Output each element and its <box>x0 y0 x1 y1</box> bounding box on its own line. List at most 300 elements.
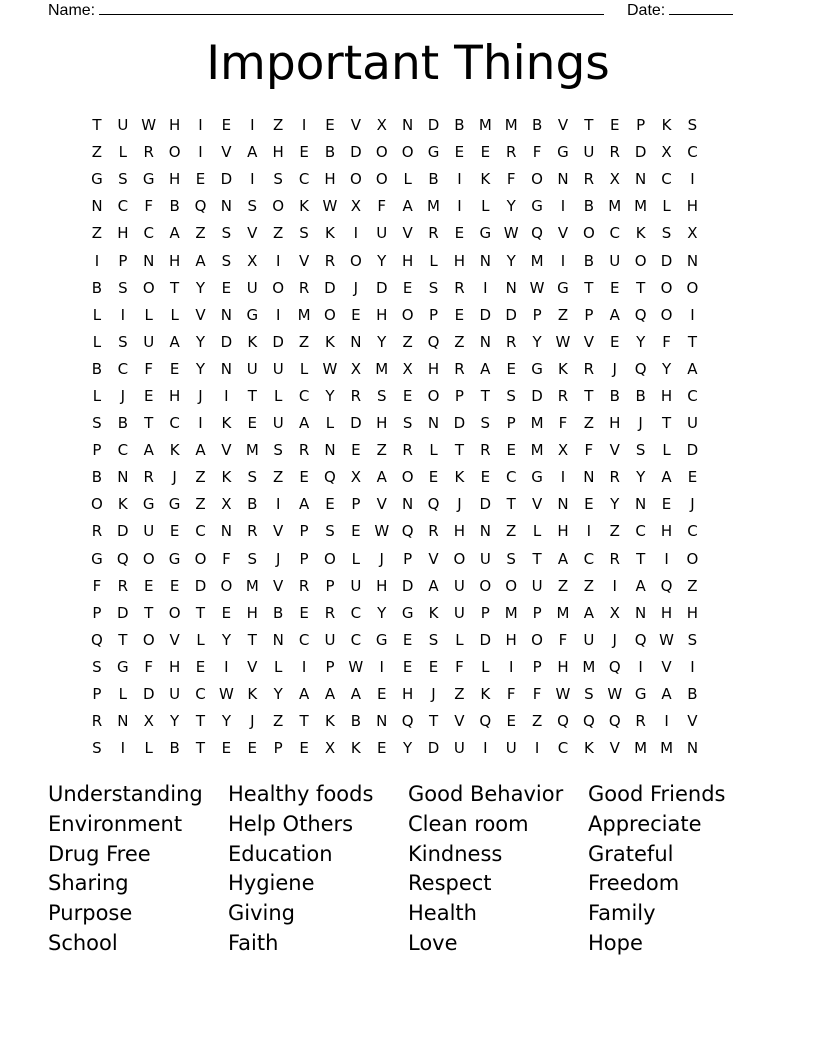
grid-letter[interactable]: P <box>429 305 439 324</box>
grid-letter[interactable]: S <box>661 224 672 243</box>
grid-letter[interactable]: P <box>351 495 361 514</box>
grid-letter[interactable]: C <box>609 224 620 243</box>
grid-letter[interactable]: K <box>635 224 646 243</box>
grid-letter[interactable]: E <box>428 468 439 487</box>
grid-letter[interactable]: J <box>172 468 177 487</box>
grid-letter[interactable]: C <box>298 386 310 405</box>
grid-letter[interactable]: B <box>91 359 103 378</box>
grid-letter[interactable]: L <box>196 630 205 649</box>
grid-letter[interactable]: W <box>218 685 234 704</box>
grid-letter[interactable]: S <box>221 224 232 243</box>
grid-letter[interactable]: H <box>376 305 388 324</box>
grid-letter[interactable]: Z <box>557 576 569 595</box>
grid-letter[interactable]: K <box>480 685 491 704</box>
grid-letter[interactable]: H <box>168 116 181 135</box>
grid-letter[interactable]: I <box>560 251 566 270</box>
grid-letter[interactable]: E <box>143 576 154 595</box>
grid-letter[interactable]: T <box>636 549 646 568</box>
grid-letter[interactable]: M <box>245 576 259 595</box>
grid-letter[interactable]: R <box>505 143 517 162</box>
grid-letter[interactable]: N <box>91 197 103 216</box>
grid-letter[interactable]: G <box>634 685 647 704</box>
grid-letter[interactable]: O <box>634 251 647 270</box>
grid-letter[interactable]: E <box>480 468 491 487</box>
grid-letter[interactable]: N <box>220 197 233 216</box>
grid-letter[interactable]: B <box>169 197 180 216</box>
grid-letter[interactable]: Y <box>506 197 516 216</box>
grid-letter[interactable]: E <box>299 603 309 622</box>
grid-letter[interactable]: O <box>142 630 155 649</box>
grid-letter[interactable]: L <box>92 305 102 324</box>
grid-letter[interactable]: M <box>478 116 492 135</box>
grid-letter[interactable]: G <box>557 278 569 297</box>
grid-letter[interactable]: I <box>275 495 281 514</box>
grid-letter[interactable]: S <box>428 630 439 649</box>
grid-letter[interactable]: H <box>686 603 699 622</box>
grid-letter[interactable]: W <box>348 657 364 676</box>
grid-letter[interactable]: O <box>686 549 699 568</box>
grid-letter[interactable]: J <box>612 630 617 649</box>
grid-letter[interactable]: Q <box>479 712 492 731</box>
grid-letter[interactable]: H <box>660 603 673 622</box>
grid-letter[interactable]: V <box>428 549 439 568</box>
grid-letter[interactable]: S <box>247 549 258 568</box>
grid-letter[interactable]: P <box>636 116 646 135</box>
grid-letter[interactable]: M <box>427 197 440 216</box>
grid-letter[interactable]: F <box>144 657 154 676</box>
grid-letter[interactable]: E <box>428 657 439 676</box>
grid-letter[interactable]: H <box>505 630 517 649</box>
grid-letter[interactable]: L <box>403 170 412 189</box>
grid-letter[interactable]: E <box>325 495 335 514</box>
grid-letter[interactable]: A <box>661 468 672 487</box>
grid-letter[interactable]: F <box>506 685 516 704</box>
grid-letter[interactable]: Z <box>298 332 310 351</box>
grid-letter[interactable]: O <box>272 278 285 297</box>
grid-letter[interactable]: P <box>118 251 128 270</box>
grid-letter[interactable]: X <box>609 170 620 189</box>
grid-letter[interactable]: O <box>324 549 336 568</box>
grid-letter[interactable]: U <box>531 576 543 595</box>
grid-letter[interactable]: R <box>298 278 310 297</box>
grid-letter[interactable]: K <box>169 441 180 460</box>
grid-letter[interactable]: C <box>557 739 569 758</box>
grid-letter[interactable]: C <box>117 359 129 378</box>
grid-letter[interactable]: G <box>375 630 388 649</box>
grid-letter[interactable]: Z <box>195 495 206 514</box>
grid-letter[interactable]: U <box>324 630 336 649</box>
grid-letter[interactable]: E <box>169 576 180 595</box>
grid-letter[interactable]: D <box>479 305 492 324</box>
grid-letter[interactable]: Y <box>661 359 672 378</box>
grid-letter[interactable]: N <box>117 712 129 731</box>
grid-letter[interactable]: B <box>583 251 595 270</box>
grid-letter[interactable]: J <box>431 685 436 704</box>
grid-letter[interactable]: E <box>610 116 620 135</box>
grid-letter[interactable]: E <box>195 657 206 676</box>
grid-letter[interactable]: Q <box>557 712 569 731</box>
grid-letter[interactable]: E <box>402 657 413 676</box>
grid-letter[interactable]: N <box>324 441 336 460</box>
grid-letter[interactable]: J <box>120 386 126 405</box>
grid-letter[interactable]: T <box>454 441 464 460</box>
grid-letter[interactable]: O <box>91 495 103 514</box>
grid-letter[interactable]: I <box>301 657 307 676</box>
grid-letter[interactable]: B <box>531 116 543 135</box>
grid-letter[interactable]: I <box>560 197 566 216</box>
grid-letter[interactable]: A <box>376 468 387 487</box>
grid-letter[interactable]: S <box>118 332 128 351</box>
grid-letter[interactable]: O <box>168 603 181 622</box>
grid-letter[interactable]: S <box>118 278 128 297</box>
grid-letter[interactable]: D <box>117 522 129 541</box>
grid-letter[interactable]: M <box>504 603 518 622</box>
grid-letter[interactable]: I <box>275 251 281 270</box>
grid-letter[interactable]: H <box>117 224 129 243</box>
grid-letter[interactable]: R <box>143 468 154 487</box>
grid-letter[interactable]: X <box>247 251 258 270</box>
grid-letter[interactable]: H <box>246 603 258 622</box>
grid-letter[interactable]: C <box>350 603 362 622</box>
grid-letter[interactable]: O <box>401 468 414 487</box>
grid-letter[interactable]: G <box>401 603 414 622</box>
grid-letter[interactable]: X <box>350 359 361 378</box>
grid-letter[interactable]: N <box>220 305 233 324</box>
grid-letter[interactable]: H <box>660 386 673 405</box>
grid-letter[interactable]: G <box>117 657 129 676</box>
grid-letter[interactable]: K <box>299 197 309 216</box>
grid-letter[interactable]: T <box>195 603 206 622</box>
grid-letter[interactable]: C <box>687 143 698 162</box>
grid-letter[interactable]: M <box>530 251 544 270</box>
grid-letter[interactable]: Q <box>634 359 647 378</box>
grid-letter[interactable]: A <box>195 251 206 270</box>
grid-letter[interactable]: H <box>686 197 699 216</box>
grid-letter[interactable]: H <box>453 251 466 270</box>
grid-letter[interactable]: B <box>687 685 698 704</box>
grid-letter[interactable]: S <box>299 224 309 243</box>
grid-letter[interactable]: H <box>427 359 440 378</box>
grid-letter[interactable]: Z <box>273 116 284 135</box>
grid-letter[interactable]: W <box>503 224 519 243</box>
grid-letter[interactable]: R <box>428 224 439 243</box>
grid-letter[interactable]: D <box>660 251 673 270</box>
grid-letter[interactable]: N <box>117 468 129 487</box>
grid-letter[interactable]: N <box>376 712 388 731</box>
grid-letter[interactable]: O <box>479 576 492 595</box>
grid-letter[interactable]: F <box>377 197 387 216</box>
grid-letter[interactable]: R <box>609 143 620 162</box>
grid-letter[interactable]: K <box>325 712 335 731</box>
grid-letter[interactable]: Y <box>377 603 387 622</box>
grid-letter[interactable]: O <box>660 305 673 324</box>
grid-letter[interactable]: C <box>195 522 206 541</box>
grid-letter[interactable]: H <box>401 251 414 270</box>
grid-letter[interactable]: P <box>532 305 542 324</box>
grid-letter[interactable]: U <box>246 278 258 297</box>
grid-letter[interactable]: Z <box>609 522 620 541</box>
grid-letter[interactable]: R <box>298 441 310 460</box>
grid-letter[interactable]: G <box>531 359 543 378</box>
grid-letter[interactable]: U <box>453 603 465 622</box>
grid-letter[interactable]: A <box>169 224 180 243</box>
grid-letter[interactable]: E <box>377 739 387 758</box>
grid-letter[interactable]: P <box>584 305 594 324</box>
grid-letter[interactable]: E <box>454 224 465 243</box>
grid-letter[interactable]: R <box>609 549 620 568</box>
grid-letter[interactable]: P <box>506 414 516 433</box>
grid-letter[interactable]: S <box>247 197 258 216</box>
grid-letter[interactable]: H <box>376 414 388 433</box>
grid-letter[interactable]: Y <box>636 468 646 487</box>
grid-letter[interactable]: T <box>299 712 309 731</box>
grid-letter[interactable]: E <box>351 522 361 541</box>
grid-letter[interactable]: V <box>350 116 361 135</box>
grid-letter[interactable]: X <box>221 495 232 514</box>
grid-letter[interactable]: R <box>117 576 129 595</box>
grid-letter[interactable]: L <box>429 441 438 460</box>
grid-letter[interactable]: V <box>247 224 258 243</box>
grid-letter[interactable]: E <box>299 143 309 162</box>
grid-letter[interactable]: D <box>479 495 492 514</box>
grid-letter[interactable]: N <box>635 495 647 514</box>
grid-letter[interactable]: I <box>353 224 359 243</box>
grid-letter[interactable]: U <box>453 576 465 595</box>
grid-letter[interactable]: O <box>660 278 673 297</box>
grid-letter[interactable]: Y <box>636 332 646 351</box>
grid-letter[interactable]: B <box>454 116 465 135</box>
grid-letter[interactable]: C <box>635 522 646 541</box>
grid-letter[interactable]: B <box>428 170 439 189</box>
grid-letter[interactable]: L <box>92 386 102 405</box>
grid-letter[interactable]: C <box>298 170 310 189</box>
grid-letter[interactable]: O <box>427 386 440 405</box>
grid-letter[interactable]: X <box>557 441 569 460</box>
grid-letter[interactable]: X <box>350 468 361 487</box>
grid-letter[interactable]: N <box>635 170 647 189</box>
grid-letter[interactable]: I <box>275 305 281 324</box>
grid-letter[interactable]: I <box>690 170 695 189</box>
grid-letter[interactable]: E <box>402 630 413 649</box>
grid-letter[interactable]: B <box>635 386 646 405</box>
grid-letter[interactable]: Q <box>324 468 336 487</box>
grid-letter[interactable]: U <box>169 685 181 704</box>
grid-letter[interactable]: V <box>221 441 232 460</box>
grid-letter[interactable]: N <box>686 739 699 758</box>
grid-letter[interactable]: X <box>376 116 387 135</box>
grid-letter[interactable]: S <box>92 657 102 676</box>
grid-letter[interactable]: W <box>322 359 338 378</box>
grid-letter[interactable]: C <box>661 170 672 189</box>
grid-letter[interactable]: N <box>557 495 569 514</box>
grid-letter[interactable]: W <box>141 116 157 135</box>
grid-letter[interactable]: D <box>427 116 440 135</box>
grid-letter[interactable]: L <box>351 549 361 568</box>
grid-letter[interactable]: J <box>457 495 462 514</box>
grid-letter[interactable]: M <box>608 197 622 216</box>
grid-letter[interactable]: G <box>168 495 181 514</box>
grid-letter[interactable]: P <box>403 549 413 568</box>
grid-letter[interactable]: R <box>635 712 646 731</box>
grid-letter[interactable]: O <box>324 305 336 324</box>
grid-letter[interactable]: Z <box>583 576 594 595</box>
grid-letter[interactable]: I <box>198 143 203 162</box>
grid-letter[interactable]: O <box>375 143 388 162</box>
grid-letter[interactable]: E <box>454 305 465 324</box>
grid-letter[interactable]: I <box>120 305 126 324</box>
grid-letter[interactable]: Z <box>531 712 543 731</box>
grid-letter[interactable]: I <box>120 739 126 758</box>
grid-letter[interactable]: Q <box>634 305 647 324</box>
grid-letter[interactable]: T <box>247 386 257 405</box>
grid-letter[interactable]: E <box>377 685 387 704</box>
grid-letter[interactable]: I <box>483 739 488 758</box>
grid-letter[interactable]: R <box>324 603 336 622</box>
grid-letter[interactable]: T <box>144 603 154 622</box>
grid-letter[interactable]: G <box>91 549 103 568</box>
grid-letter[interactable]: P <box>532 603 542 622</box>
grid-letter[interactable]: U <box>246 359 258 378</box>
grid-letter[interactable]: D <box>350 414 362 433</box>
grid-letter[interactable]: R <box>247 522 258 541</box>
grid-letter[interactable]: R <box>480 441 491 460</box>
grid-letter[interactable]: Q <box>116 549 129 568</box>
grid-letter[interactable]: Z <box>454 332 465 351</box>
grid-letter[interactable]: D <box>375 278 388 297</box>
grid-letter[interactable]: N <box>220 359 233 378</box>
grid-letter[interactable]: I <box>664 549 669 568</box>
grid-letter[interactable]: B <box>273 603 284 622</box>
grid-letter[interactable]: R <box>143 143 154 162</box>
grid-letter[interactable]: X <box>687 224 698 243</box>
grid-letter[interactable]: L <box>455 630 464 649</box>
grid-letter[interactable]: O <box>168 143 181 162</box>
grid-letter[interactable]: G <box>479 224 492 243</box>
grid-letter[interactable]: J <box>250 712 255 731</box>
grid-letter[interactable]: G <box>91 170 103 189</box>
grid-letter[interactable]: N <box>143 251 155 270</box>
grid-letter[interactable]: I <box>690 305 695 324</box>
grid-letter[interactable]: W <box>374 522 390 541</box>
grid-letter[interactable]: X <box>402 359 413 378</box>
grid-letter[interactable]: U <box>143 332 155 351</box>
grid-letter[interactable]: T <box>118 630 128 649</box>
grid-letter[interactable]: E <box>351 305 361 324</box>
grid-letter[interactable]: Z <box>454 685 465 704</box>
grid-letter[interactable]: Z <box>91 143 103 162</box>
grid-letter[interactable]: Y <box>325 386 335 405</box>
grid-letter[interactable]: F <box>662 332 671 351</box>
grid-letter[interactable]: L <box>481 197 490 216</box>
grid-letter[interactable]: E <box>299 468 309 487</box>
grid-letter[interactable]: N <box>479 332 491 351</box>
grid-letter[interactable]: I <box>457 170 462 189</box>
grid-letter[interactable]: K <box>661 116 672 135</box>
grid-letter[interactable]: I <box>508 657 514 676</box>
grid-letter[interactable]: M <box>530 441 544 460</box>
grid-letter[interactable]: M <box>660 739 674 758</box>
grid-letter[interactable]: J <box>612 359 617 378</box>
grid-letter[interactable]: L <box>274 386 283 405</box>
grid-letter[interactable]: L <box>429 251 438 270</box>
grid-letter[interactable]: Y <box>170 712 180 731</box>
grid-letter[interactable]: O <box>401 305 414 324</box>
grid-letter[interactable]: Y <box>195 332 206 351</box>
grid-letter[interactable]: Y <box>221 712 231 731</box>
grid-letter[interactable]: W <box>659 630 674 649</box>
grid-letter[interactable]: Q <box>608 657 621 676</box>
grid-letter[interactable]: F <box>455 657 464 676</box>
grid-letter[interactable]: M <box>297 305 311 324</box>
grid-letter[interactable]: I <box>250 170 255 189</box>
grid-letter[interactable]: F <box>506 170 516 189</box>
grid-letter[interactable]: L <box>662 197 671 216</box>
grid-letter[interactable]: F <box>532 685 542 704</box>
grid-letter[interactable]: O <box>142 549 155 568</box>
grid-letter[interactable]: E <box>299 739 309 758</box>
grid-letter[interactable]: I <box>94 251 100 270</box>
grid-letter[interactable]: C <box>583 549 595 568</box>
grid-letter[interactable]: T <box>661 414 672 433</box>
grid-letter[interactable]: R <box>298 576 310 595</box>
grid-letter[interactable]: V <box>661 657 672 676</box>
grid-letter[interactable]: Z <box>273 712 284 731</box>
grid-letter[interactable]: V <box>609 739 620 758</box>
grid-letter[interactable]: L <box>532 522 542 541</box>
grid-letter[interactable]: F <box>144 359 154 378</box>
grid-letter[interactable]: I <box>379 657 384 676</box>
grid-letter[interactable]: D <box>117 603 129 622</box>
grid-letter[interactable]: E <box>221 739 232 758</box>
grid-letter[interactable]: E <box>402 386 413 405</box>
grid-letter[interactable]: S <box>428 278 439 297</box>
grid-letter[interactable]: C <box>117 197 129 216</box>
grid-letter[interactable]: E <box>480 143 491 162</box>
grid-letter[interactable]: T <box>144 414 154 433</box>
grid-letter[interactable]: D <box>686 441 699 460</box>
grid-letter[interactable]: K <box>325 224 335 243</box>
grid-letter[interactable]: H <box>376 576 388 595</box>
grid-letter[interactable]: N <box>583 468 595 487</box>
grid-letter[interactable]: V <box>687 712 698 731</box>
grid-letter[interactable]: Z <box>557 305 569 324</box>
grid-letter[interactable]: M <box>634 197 648 216</box>
grid-letter[interactable]: T <box>170 278 180 297</box>
grid-letter[interactable]: W <box>607 685 623 704</box>
grid-letter[interactable]: N <box>557 170 569 189</box>
grid-letter[interactable]: S <box>376 386 387 405</box>
grid-letter[interactable]: U <box>453 739 465 758</box>
grid-letter[interactable]: I <box>224 386 229 405</box>
grid-letter[interactable]: W <box>529 278 545 297</box>
grid-letter[interactable]: A <box>661 685 672 704</box>
grid-letter[interactable]: G <box>531 197 543 216</box>
grid-letter[interactable]: V <box>169 630 180 649</box>
grid-letter[interactable]: V <box>221 143 232 162</box>
date-blank-line[interactable] <box>669 0 733 15</box>
grid-letter[interactable]: I <box>690 657 695 676</box>
grid-letter[interactable]: O <box>453 549 466 568</box>
grid-letter[interactable]: H <box>660 522 673 541</box>
grid-letter[interactable]: E <box>221 278 232 297</box>
grid-letter[interactable]: K <box>583 739 594 758</box>
grid-letter[interactable]: D <box>194 576 207 595</box>
grid-letter[interactable]: A <box>298 685 310 704</box>
grid-letter[interactable]: K <box>325 332 335 351</box>
grid-letter[interactable]: T <box>247 630 257 649</box>
grid-letter[interactable]: G <box>142 170 155 189</box>
grid-letter[interactable]: Q <box>401 712 414 731</box>
